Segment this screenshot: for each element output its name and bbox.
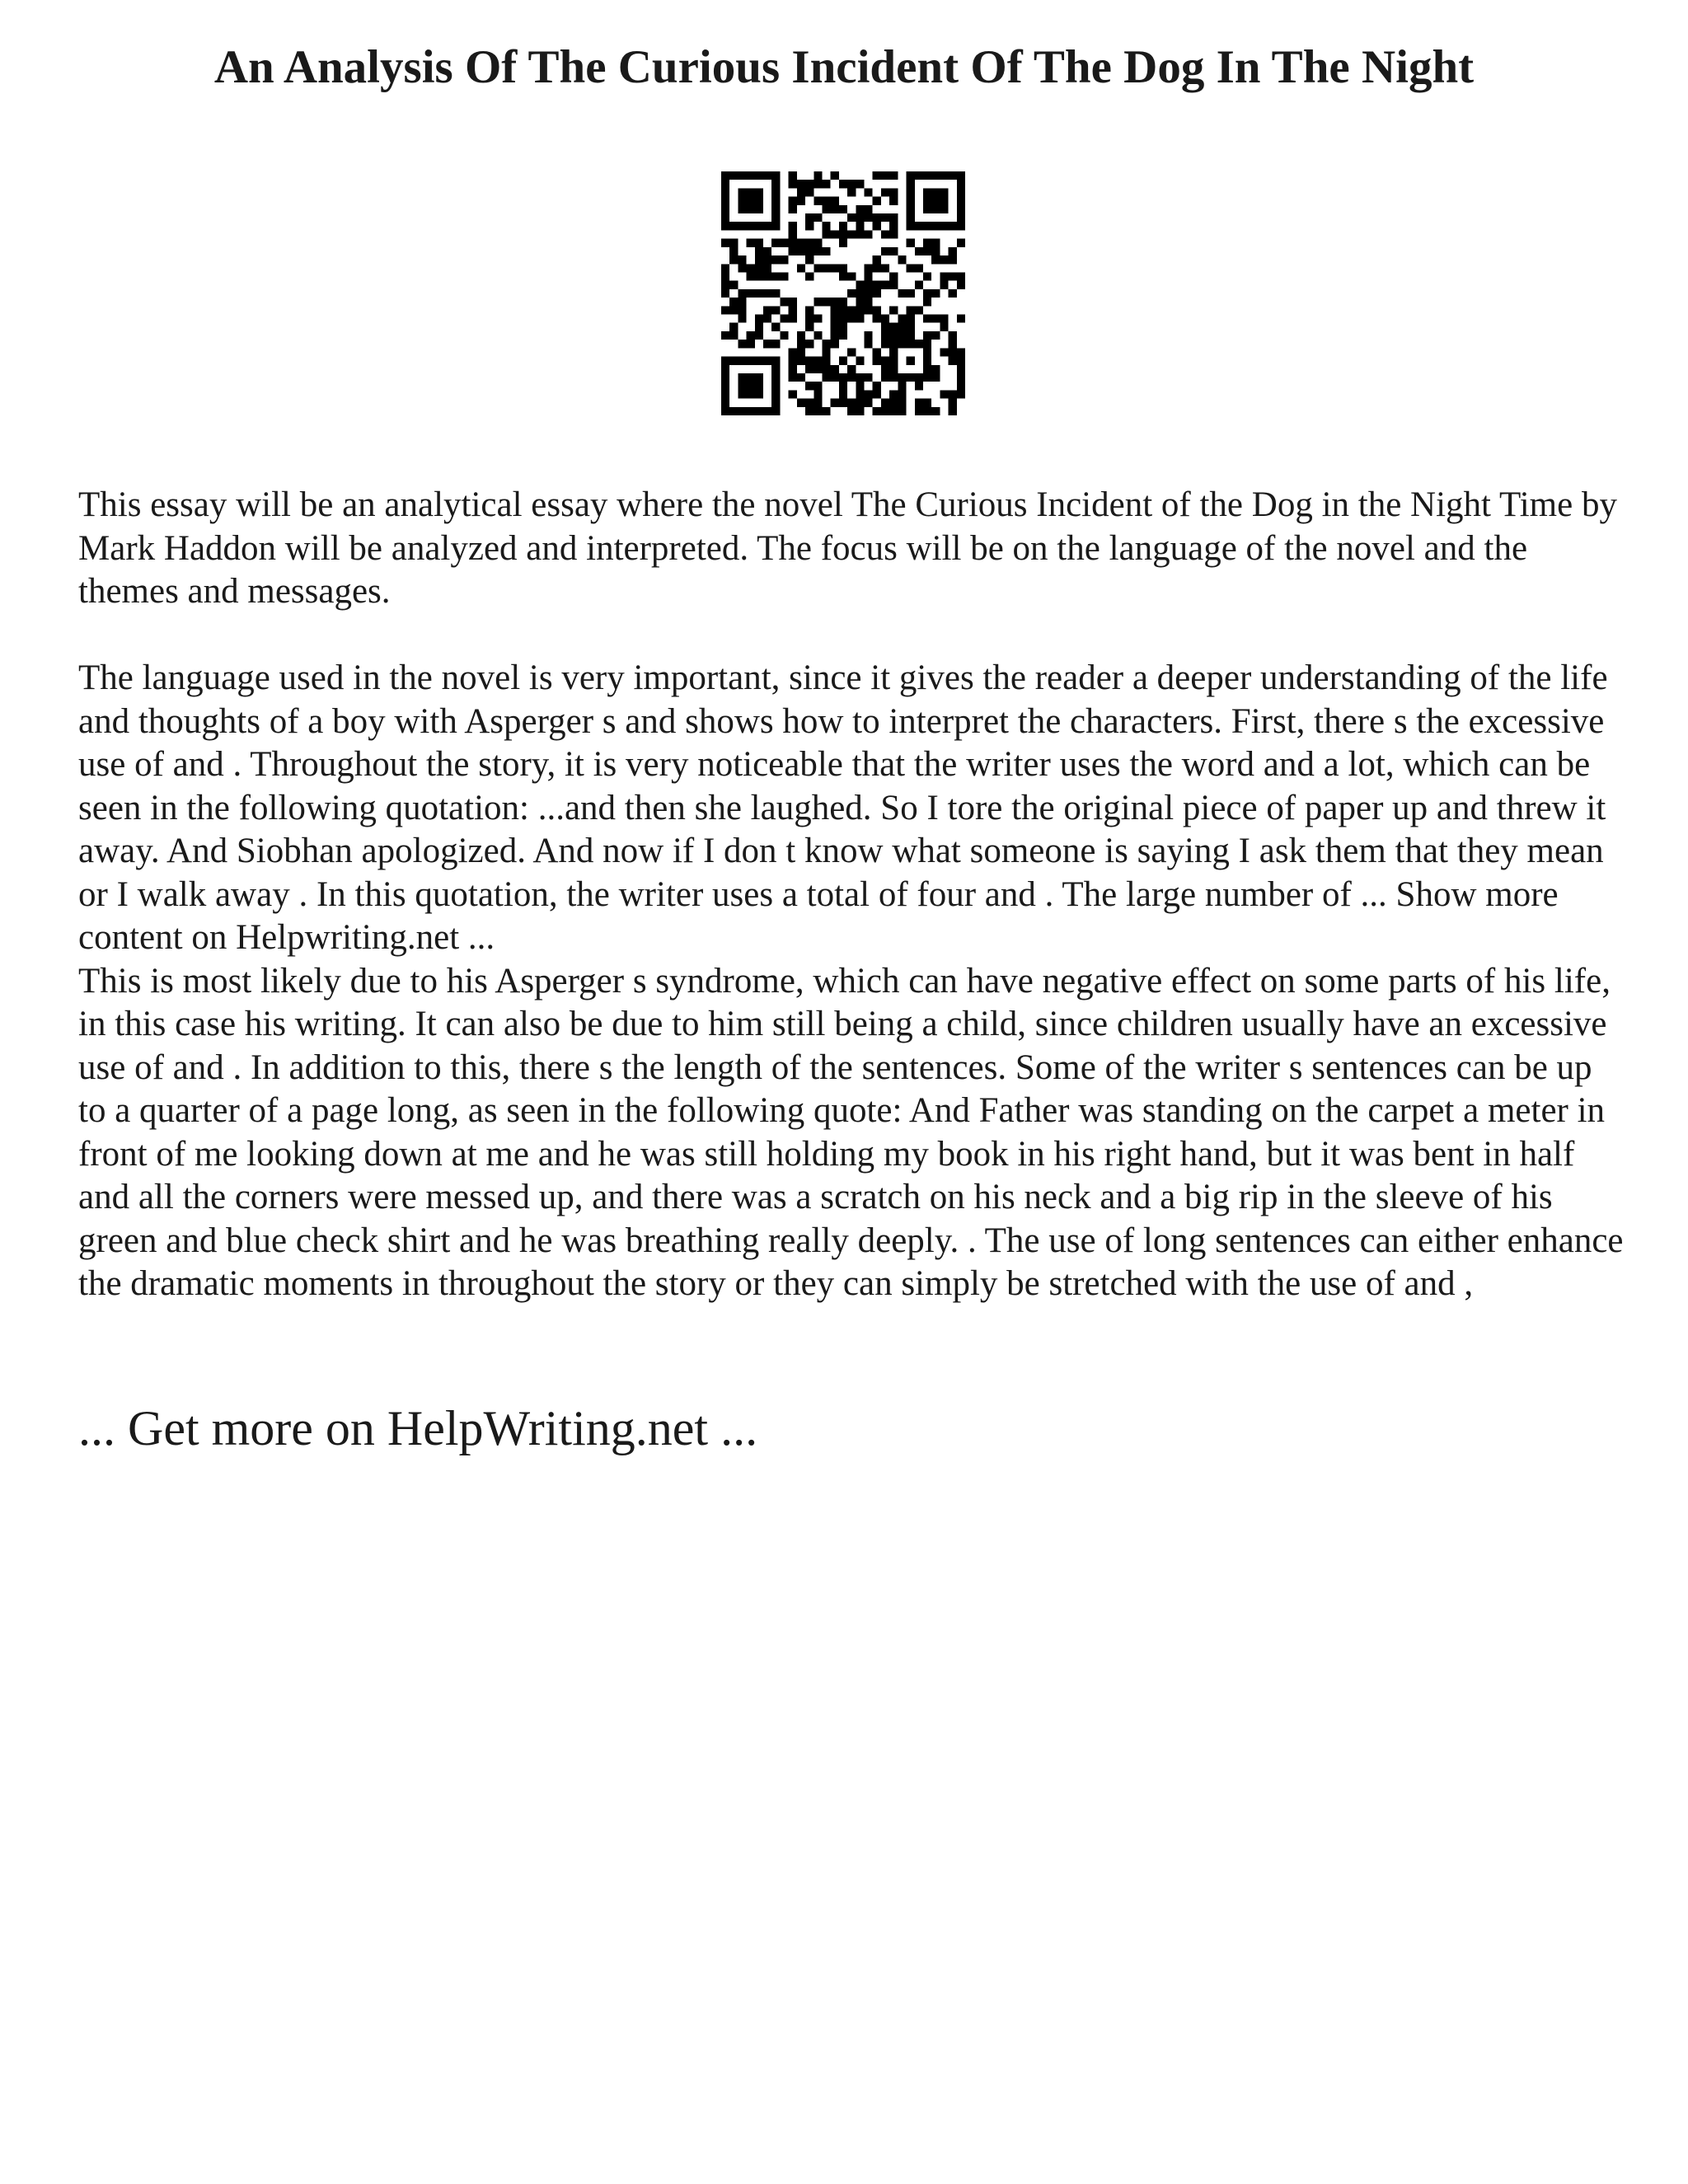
paragraph-language: The language used in the novel is very important, since it gives the reader a deeper understanding of the life and thoughts of a boy with Asperger s and shows how to interpret the characters. First, there s the excessive use of and . Throughout the story, it is very noticeable that the writer uses the word and a lot, which can be seen in the following quotation: ...and then she laughed. So I tore the original piece of paper up and threw it away. And Siobhan apologized. And now if I don t know what someone is saying I ask them that they mean or I walk away . In this quotation, the writer uses a total of four and . The large number of ... Show more content on Helpwriting.net ... [78,658,1608,957]
paragraph-sentences: This is most likely due to his Asperger s syndrome, which can have negative effect on some parts of his life, in this case his writing. It can also be due to him still being a child, since children usually have an excessive use of and . In addition to this, there s the length of the sentences. Some of the writer s sentences can be up to a quarter of a page long, as seen in the following quote: And Father was standing on the carpet a meter in front of me looking down at me and he was still holding my book in his right hand, but it was bent in half and all the corners were messed up, and there was a scratch on his neck and a big rip in the sleeve of his green and blue check shirt and he was breathing really deeply. . The use of long sentences can either enhance the dramatic moments in throughout the story or they can simply be stretched with the use of and , [78,961,1624,1303]
essay-body [78,484,1628,1306]
get-more-link[interactable]: ... Get more on HelpWriting.net ... [78,1401,758,1455]
paragraph-intro: This essay will be an analytical essay where the novel The Curious Incident of the Dog in the Night Time by Mark Haddon will be analyzed and interpreted. The focus will be on the language of the novel and the themes and messages. [78,485,1617,611]
paragraph-spacer [78,614,1628,658]
page-title: An Analysis Of The Curious Incident Of The Dog In The Night [213,41,1475,93]
qr-code-icon[interactable] [721,171,965,415]
